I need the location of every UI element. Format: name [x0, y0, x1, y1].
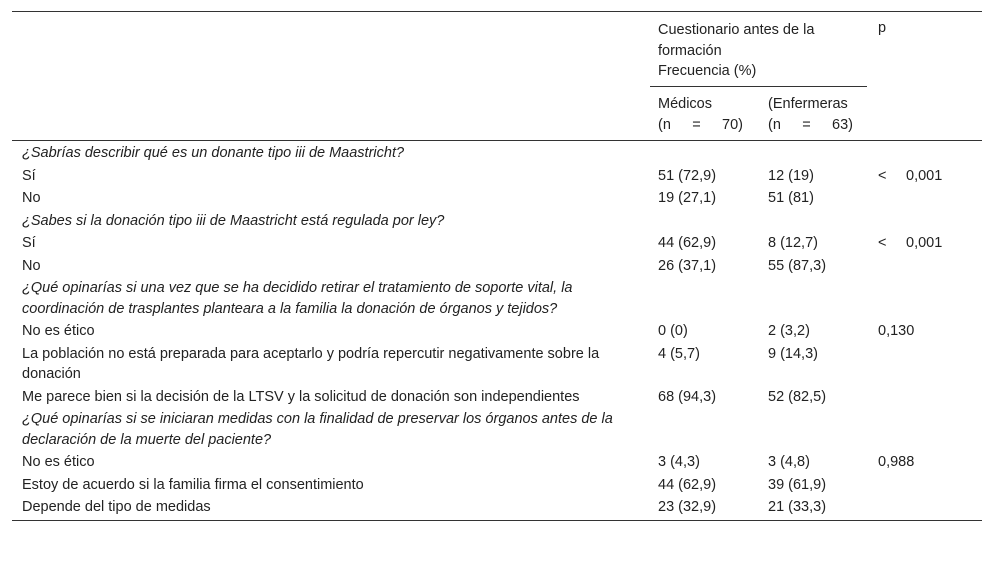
p-less-than: <: [878, 235, 887, 251]
table-row: [12, 386, 982, 409]
enfermeras-value: 2 (3,2): [768, 323, 810, 339]
enfermeras-n-val: 63): [832, 116, 853, 133]
enfermeras-n-open: (n: [768, 116, 781, 133]
enfermeras-value: 52 (82,5): [768, 388, 827, 405]
question-row: [12, 408, 982, 451]
medicos-value: 19 (27,1): [658, 190, 717, 206]
question-text: ¿Sabrías describir qué es un donante tipo iii de Maastricht?: [22, 145, 405, 161]
table-row: [12, 474, 982, 497]
enfermeras-n-eq: =: [802, 116, 811, 133]
medicos-n: [658, 115, 743, 136]
p-less-than: <: [878, 167, 887, 184]
table-row: [12, 165, 982, 188]
medicos-value: 51 (72,9): [658, 167, 717, 184]
medicos-value: 68 (94,3): [658, 388, 717, 405]
group-header-line3: Frecuencia (%): [658, 63, 757, 79]
enfermeras-label: (Enfermeras: [768, 96, 848, 112]
table-row: [12, 320, 982, 343]
answer-label: No es ético: [22, 454, 95, 470]
p-number: 0,001: [906, 167, 943, 184]
question-row: [12, 210, 982, 233]
answer-label: Sí: [22, 235, 36, 251]
table-row: [12, 187, 982, 210]
medicos-value: 23 (32,9): [658, 499, 717, 515]
enfermeras-value: 3 (4,8): [768, 454, 810, 470]
table-body: [12, 141, 982, 520]
p-number: 0,001: [906, 235, 943, 251]
table-header: [12, 12, 982, 141]
p-number: 0,988: [878, 454, 915, 470]
enfermeras-value: 8 (12,7): [768, 235, 818, 251]
p-number: 0,130: [878, 323, 915, 339]
medicos-value: 26 (37,1): [658, 257, 717, 274]
enfermeras-value: 9 (14,3): [768, 345, 818, 362]
p-value: [878, 321, 914, 342]
question-text: ¿Qué opinarías si se iniciaran medidas con la finalidad de preservar los órganos antes de la declaración de la muerte del paciente?: [22, 411, 613, 448]
answer-label: No: [22, 257, 41, 274]
answer-label: Me parece bien si la decisión de la LTSV y la solicitud de donación son independientes: [22, 388, 580, 405]
enfermeras-value: 12 (19): [768, 167, 814, 184]
group-header: [658, 20, 848, 82]
p-value: [878, 166, 942, 187]
medicos-value: 0 (0): [658, 323, 688, 339]
answer-label: No: [22, 190, 41, 206]
medicos-label: Médicos: [658, 96, 712, 112]
answer-label: Estoy de acuerdo si la familia firma el consentimiento: [22, 476, 364, 493]
answer-label: No es ético: [22, 323, 95, 339]
enfermeras-header: [768, 94, 868, 135]
table-row: [12, 232, 982, 255]
medicos-value: 44 (62,9): [658, 235, 717, 251]
table-row: [12, 255, 982, 278]
p-value-header: p: [878, 20, 887, 36]
p-value: [878, 452, 914, 473]
group-header-line1: Cuestionario antes de la: [658, 22, 815, 38]
answer-label: Sí: [22, 167, 36, 184]
enfermeras-value: 55 (87,3): [768, 257, 827, 274]
group-header-divider: [650, 86, 867, 87]
enfermeras-value: 51 (81): [768, 190, 814, 206]
medicos-n-val: 70): [722, 116, 743, 133]
enfermeras-value: 21 (33,3): [768, 499, 827, 515]
medicos-value: 3 (4,3): [658, 454, 700, 470]
medicos-value: 44 (62,9): [658, 476, 717, 493]
medicos-n-eq: =: [692, 116, 701, 133]
medicos-header: [658, 94, 758, 135]
medicos-value: 4 (5,7): [658, 345, 700, 362]
medicos-n-open: (n: [658, 116, 671, 133]
answer-label: La población no está preparada para aceptarlo y podría repercutir negativamente sobre la donación: [22, 345, 600, 382]
enfermeras-n: [768, 115, 853, 136]
p-value: [878, 233, 942, 254]
question-row: [12, 277, 982, 320]
question-text: ¿Sabes si la donación tipo iii de Maastricht está regulada por ley?: [22, 212, 445, 229]
results-table: [12, 11, 982, 521]
group-header-line2: formación: [658, 42, 722, 59]
enfermeras-value: 39 (61,9): [768, 476, 827, 493]
question-text: ¿Qué opinarías si una vez que se ha decidido retirar el tratamiento de soporte vital, la coordinación de trasplantes planteara a la familia la donación de órganos y tejidos?: [22, 280, 573, 317]
table-row: [12, 496, 982, 519]
table-row: [12, 343, 982, 386]
answer-label: Depende del tipo de medidas: [22, 499, 211, 515]
table-row: [12, 451, 982, 474]
question-row: [12, 142, 982, 165]
